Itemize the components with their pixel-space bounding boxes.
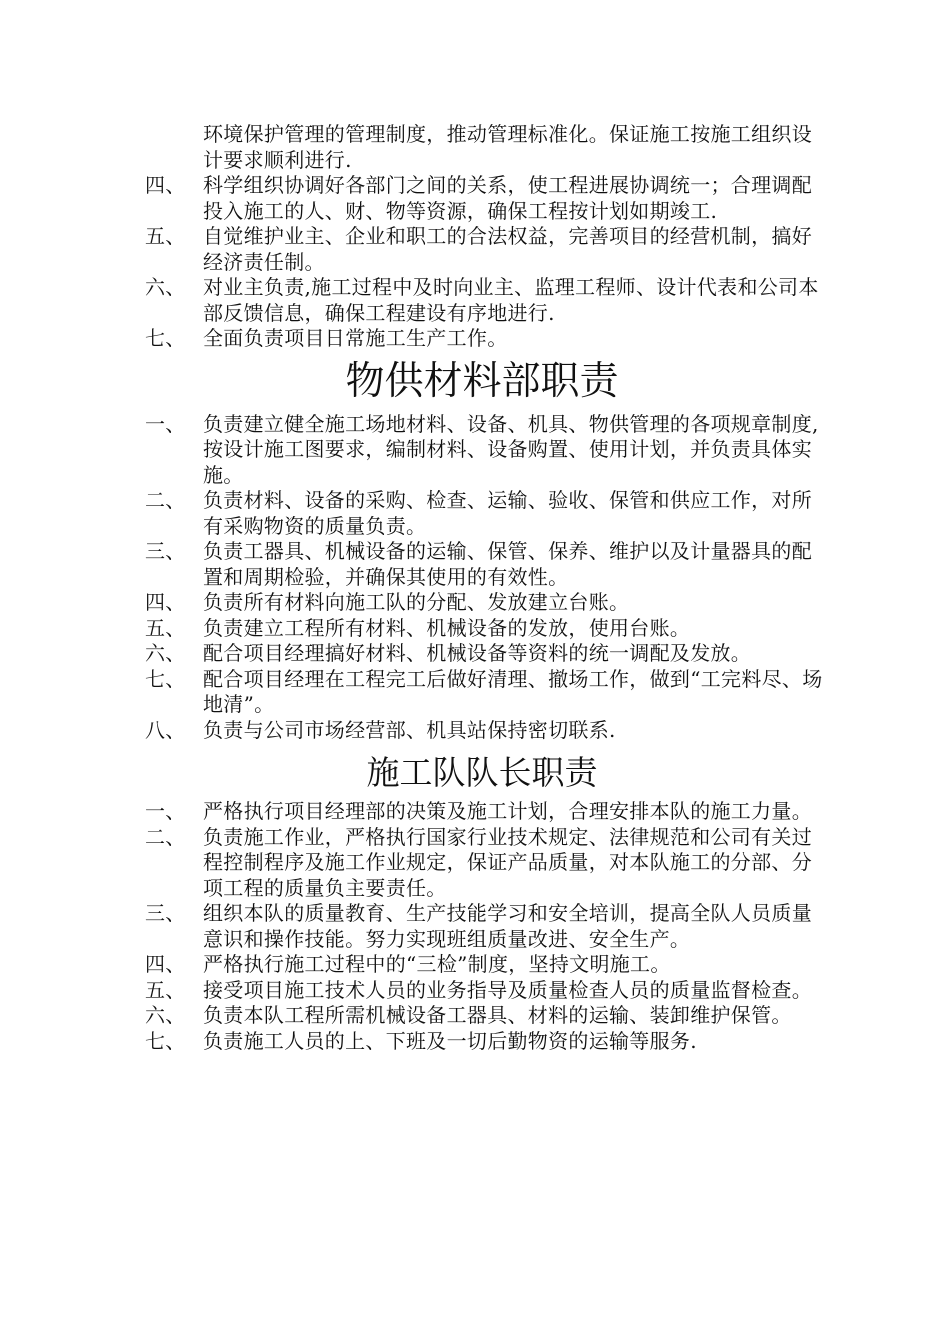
item-text: 环境保护管理的管理制度，推动管理标准化。保证施工按施工组织设计要求顺利进行. [203,122,812,172]
item-text: 负责本队工程所需机械设备工器具、材料的运输、装卸维护保管。 [203,1003,792,1027]
list-item [0,488,831,539]
item-text: 严格执行施工过程中的“三检”制度，坚持文明施工。 [203,952,671,976]
list-item [0,825,831,902]
item-number: 八、 [145,717,186,742]
list-item [0,641,831,667]
item-text: 负责施工作业，严格执行国家行业技术规定、法律规范和公司有关过程控制程序及施工作业规定，保证产品质量，对本队施工的分部、分项工程的质量负主要责任。 [203,824,812,900]
list-item [0,224,831,275]
item-number: 一、 [145,799,186,823]
list-item [0,952,831,978]
item-number: 一、 [145,411,186,436]
list-item [0,667,831,718]
document-page [0,122,950,1054]
item-number: 四、 [145,952,186,976]
item-text: 负责施工人员的上、下班及一切后勤物资的运输等服务. [203,1028,697,1053]
item-number: 二、 [145,488,186,512]
item-number: 七、 [145,1028,186,1053]
item-text: 负责建立健全施工场地材料、设备、机具、物供管理的各项规章制度,按设计施工图要求，编制材料、设备购置、使用计划，并负责具体实施。 [203,411,819,487]
item-text: 负责建立工程所有材料、机械设备的发放，使用台账。 [203,615,691,640]
item-number: 五、 [145,224,186,248]
item-number: 七、 [145,326,186,350]
item-number: 三、 [145,901,186,925]
item-number: 三、 [145,539,186,563]
list-item [0,122,831,173]
item-number: 六、 [145,275,186,299]
list-item [0,901,831,952]
item-number: 四、 [145,173,186,197]
item-text: 负责与公司市场经营部、机具站保持密切联系. [203,717,616,742]
item-text: 全面负责项目日常施工生产工作。 [203,326,508,350]
list-item [0,539,831,590]
list-item [0,173,831,224]
team-leader-list [0,799,950,1054]
list-item [0,275,831,326]
list-item [0,590,831,616]
list-item [0,1003,831,1029]
item-number: 五、 [145,977,186,1002]
item-text: 负责工器具、机械设备的运输、保管、保养、维护以及计量器具的配置和周期检验，并确保其使用的有效性。 [203,539,812,589]
item-text: 组织本队的质量教育、生产技能学习和安全培训，提高全队人员质量意识和操作技能。努力实现班组质量改进、安全生产。 [203,901,812,951]
list-item [0,412,831,489]
list-item [0,799,831,825]
item-number: 六、 [145,641,186,665]
top-list [0,122,950,352]
list-item [0,978,831,1004]
list-item [0,1029,831,1055]
item-text: 配合项目经理在工程完工后做好清理、撤场工作，做到“工完料尽、场地清”。 [203,666,823,716]
list-item [0,326,831,352]
list-item [0,718,831,744]
item-number: 七、 [145,666,186,691]
item-number: 五、 [145,615,186,640]
item-number: 四、 [145,590,186,614]
item-text: 接受项目施工技术人员的业务指导及质量检查人员的质量监督检查。 [203,977,812,1002]
item-text: 严格执行项目经理部的决策及施工计划，合理安排本队的施工力量。 [203,799,812,823]
item-number: 六、 [145,1003,186,1027]
item-text: 负责材料、设备的采购、检查、运输、验收、保管和供应工作，对所有采购物资的质量负责。 [203,488,812,538]
item-text: 自觉维护业主、企业和职工的合法权益，完善项目的经营机制，搞好经济责任制。 [203,224,812,274]
item-text: 科学组织协调好各部门之间的关系，使工程进展协调统一；合理调配投入施工的人、财、物等资源，确保工程按计划如期竣工. [203,173,812,223]
section-title-materials: 物供材料部职责 [345,358,619,404]
list-item [0,616,831,642]
item-text: 配合项目经理搞好材料、机械设备等资料的统一调配及发放。 [203,641,752,665]
materials-list [0,412,950,744]
item-text: 负责所有材料向施工队的分配、发放建立台账。 [203,590,630,614]
section-title-team-leader: 施工队队长职责 [366,753,598,792]
item-text: 对业主负责,施工过程中及时向业主、监理工程师、设计代表和公司本部反馈信息，确保工程建设有序地进行. [203,275,819,325]
item-number: 二、 [145,824,186,849]
